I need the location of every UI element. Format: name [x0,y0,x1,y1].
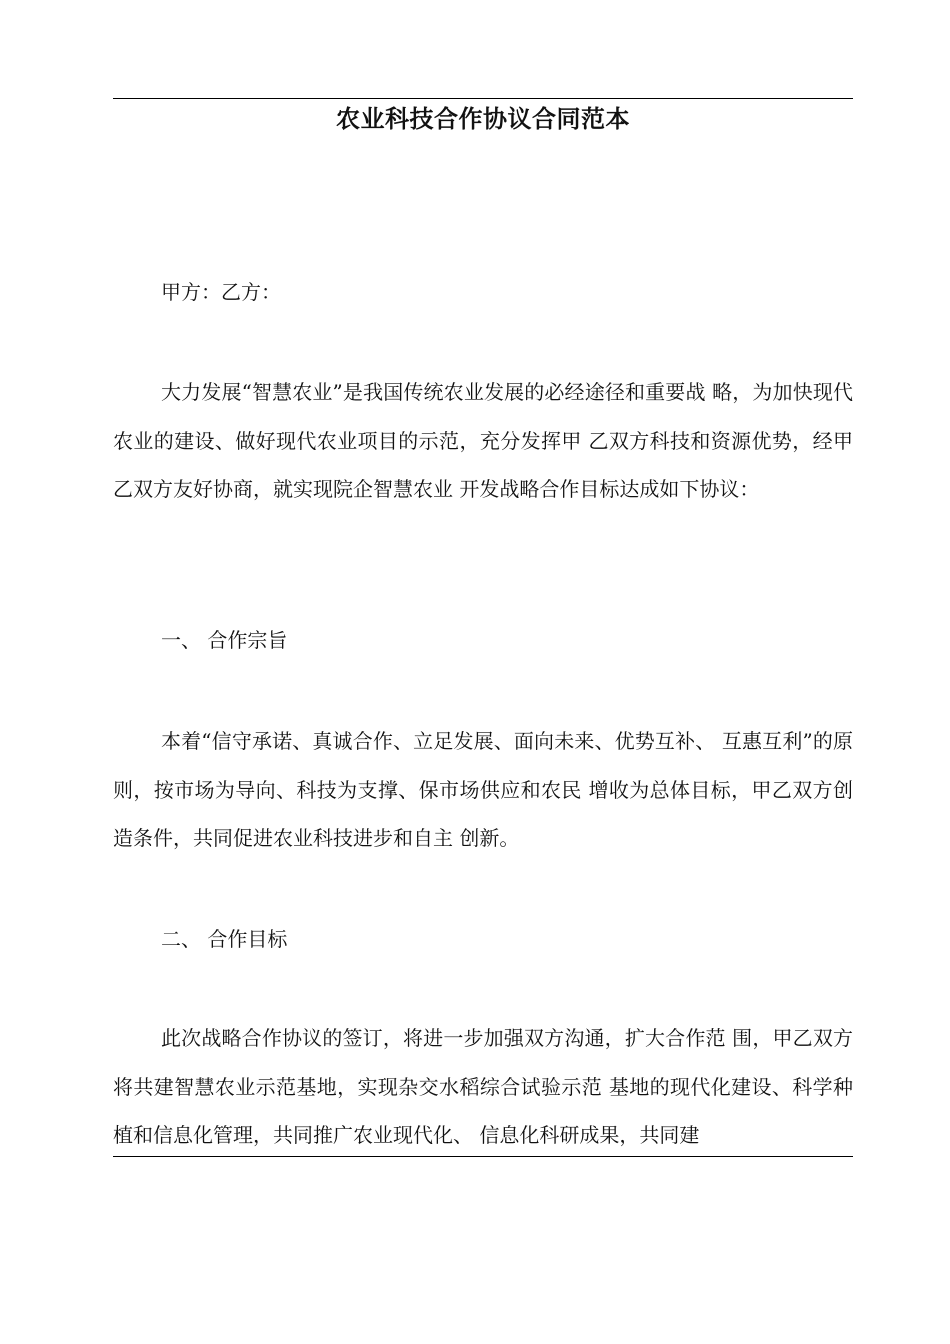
parties-line: 甲方：乙方： [161,280,281,304]
section1-heading: 一、 合作宗旨 [161,628,288,652]
section2-paragraph: 此次战略合作协议的签订，将进一步加强双方沟通，扩大合作范 围，甲乙双方将共建智慧农业示范基地，实现杂交水稻综合试验示范 基地的现代化建设、科学种植和信息化管理，共同推广农业现代化、 信息化科研成果，共同建 [113,1026,853,1147]
intro-paragraph: 大力发展“智慧农业”是我国传统农业发展的必经途径和重要战 略，为加快现代农业的建设、做好现代农业项目的示范，充分发挥甲 乙双方科技和资源优势，经甲乙双方友好协商，就实现院企智慧农业 开发战略合作目标达成如下协议： [113,380,853,501]
section2-heading: 二、 合作目标 [161,927,288,951]
section1-paragraph: 本着“信守承诺、真诚合作、立足发展、面向未来、优势互补、 互惠互利”的原则，按市场为导向、科技为支撑、保市场供应和农民 增收为总体目标，甲乙双方创造条件，共同促进农业科技进步和自主 创新。 [113,729,853,850]
header-rule [113,98,853,99]
document-title: 农业科技合作协议合同范本 [336,104,630,133]
footer-rule [113,1156,853,1157]
